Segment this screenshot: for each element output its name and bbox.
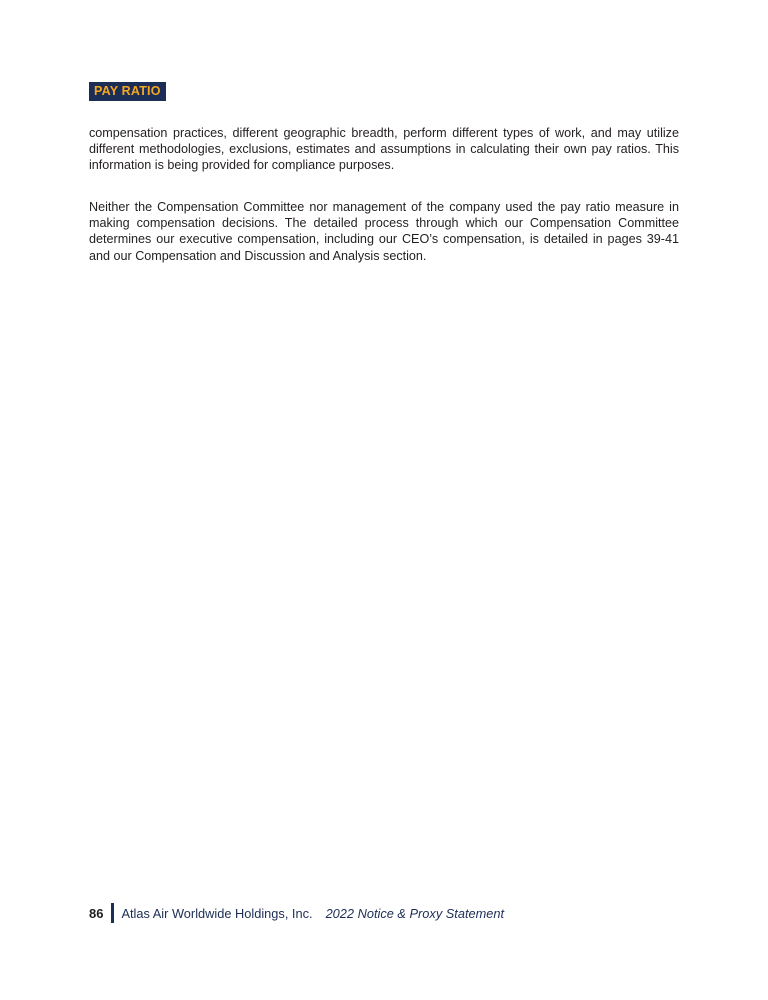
body-paragraph-1: compensation practices, different geographic breadth, perform different types of work, and may utilize different methodologies, exclusions, estimates and assumptions in calculating their own pay ratios. This information is being provided for compliance purposes.: [89, 126, 679, 173]
company-name: Atlas Air Worldwide Holdings, Inc.: [121, 905, 313, 921]
page-footer: [89, 902, 504, 924]
page-number: 86: [89, 905, 104, 921]
footer-divider: [111, 903, 114, 923]
document-title: 2022 Notice & Proxy Statement: [325, 905, 505, 921]
body-paragraph-2: Neither the Compensation Committee nor management of the company used the pay ratio measure in making compensation decisions. The detailed process through which our Compensation Committee determines our executive compensation, including our CEO’s compensation, is detailed in pages 39-41 and our Compensation and Discussion and Analysis section.: [89, 200, 679, 263]
section-tag: PAY RATIO: [89, 82, 166, 101]
